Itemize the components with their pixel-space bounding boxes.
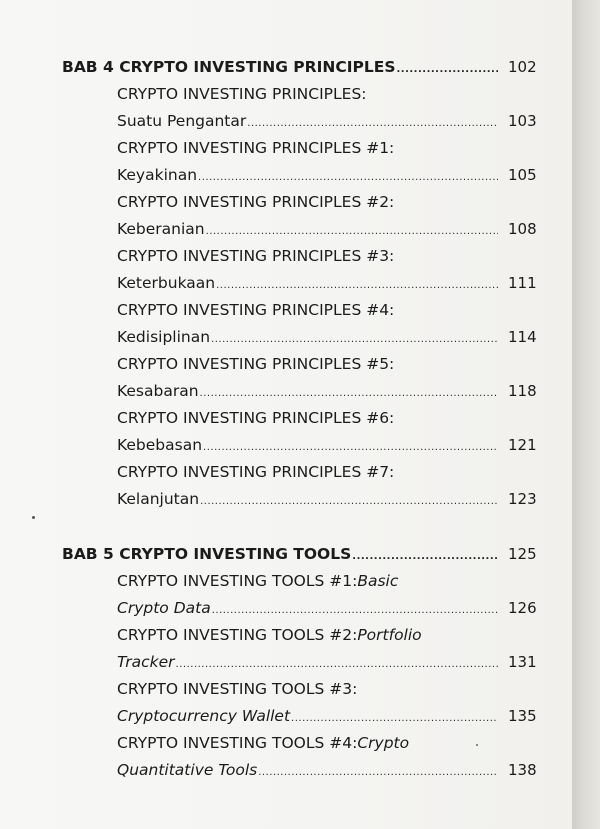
chapter-page-number: 125 (508, 545, 537, 563)
dot-leader (203, 434, 498, 461)
entry-page-number: 114 (508, 328, 537, 346)
toc-entry (62, 189, 537, 243)
entry-title-line1: CRYPTO INVESTING PRINCIPLES #7: (117, 463, 395, 481)
entry-title-line2: Kebebasan (117, 436, 203, 454)
dot-leader (352, 543, 498, 570)
entry-title-line2: Keyakinan (117, 166, 198, 184)
entry-title-line2: Suatu Pengantar (117, 112, 247, 130)
dot-leader (200, 380, 498, 407)
entry-title-line2: Keterbukaan (117, 274, 216, 292)
chapter-4 (62, 54, 537, 513)
toc-entry (62, 405, 537, 459)
chapter-heading (62, 541, 537, 568)
entry-title-line2: Kedisiplinan (117, 328, 211, 346)
dot-leader (206, 218, 498, 245)
dot-leader (198, 164, 498, 191)
entry-title-line1: CRYPTO INVESTING PRINCIPLES #4: (117, 301, 395, 319)
dot-leader (247, 110, 498, 137)
entry-title-line1: CRYPTO INVESTING TOOLS #4: (117, 734, 358, 752)
entry-page-number: 138 (508, 761, 537, 779)
entry-page-number: 111 (508, 274, 537, 292)
dot-leader (291, 705, 498, 732)
entry-title-line1-italic: Crypto (357, 734, 410, 752)
entry-page-number: 105 (508, 166, 537, 184)
toc-entry (62, 459, 537, 513)
entry-title-line1: CRYPTO INVESTING PRINCIPLES #5: (117, 355, 395, 373)
toc-entry (62, 622, 537, 676)
entry-page-number: 131 (508, 653, 537, 671)
dot-leader (216, 272, 498, 299)
dot-leader (211, 326, 498, 353)
print-speck (476, 744, 478, 746)
chapter-heading (62, 54, 537, 81)
entry-title-line1: CRYPTO INVESTING PRINCIPLES: (117, 85, 367, 103)
entry-title-line1-italic: Portfolio (357, 626, 422, 644)
entry-title-line2: Tracker (117, 653, 175, 671)
chapter-title: BAB 4 CRYPTO INVESTING PRINCIPLES (62, 58, 396, 76)
chapter-5 (62, 541, 537, 784)
entry-title-line2: Crypto Data (117, 599, 211, 617)
entry-title-line2: Kelanjutan (117, 490, 200, 508)
entry-title-line1: CRYPTO INVESTING TOOLS #2: (117, 626, 358, 644)
entry-title-line1: CRYPTO INVESTING PRINCIPLES #1: (117, 139, 395, 157)
dot-leader (396, 56, 498, 83)
entry-title-line1: CRYPTO INVESTING PRINCIPLES #3: (117, 247, 395, 265)
entry-title-line1: CRYPTO INVESTING PRINCIPLES #2: (117, 193, 395, 211)
entry-page-number: 108 (508, 220, 537, 238)
entry-page-number: 121 (508, 436, 537, 454)
entry-page-number: 126 (508, 599, 537, 617)
dot-leader (176, 651, 498, 678)
entry-title-line2: Kesabaran (117, 382, 199, 400)
toc-entry (62, 568, 537, 622)
toc-entry (62, 730, 537, 784)
entry-title-line2: Cryptocurrency Wallet (117, 707, 291, 725)
entry-page-number: 135 (508, 707, 537, 725)
chapter-page-number: 102 (508, 58, 537, 76)
toc-entry (62, 676, 537, 730)
page-edge-shadow (572, 0, 600, 829)
print-speck (32, 516, 35, 519)
entry-page-number: 123 (508, 490, 537, 508)
toc-entry (62, 297, 537, 351)
toc-entry (62, 243, 537, 297)
toc-entry (62, 351, 537, 405)
entry-title-line1-italic: Basic (357, 572, 399, 590)
dot-leader (212, 597, 498, 624)
entry-title-line1: CRYPTO INVESTING PRINCIPLES #6: (117, 409, 395, 427)
dot-leader (200, 488, 498, 515)
entry-title-line2: Keberanian (117, 220, 205, 238)
entry-title-line2: Quantitative Tools (117, 761, 258, 779)
toc-entry (62, 81, 537, 135)
entry-page-number: 103 (508, 112, 537, 130)
toc-entry (62, 135, 537, 189)
entry-title-line1: CRYPTO INVESTING TOOLS #3: (117, 680, 358, 698)
entry-page-number: 118 (508, 382, 537, 400)
entry-title-line1: CRYPTO INVESTING TOOLS #1: (117, 572, 358, 590)
chapter-title: BAB 5 CRYPTO INVESTING TOOLS (62, 545, 352, 563)
dot-leader (258, 759, 498, 786)
